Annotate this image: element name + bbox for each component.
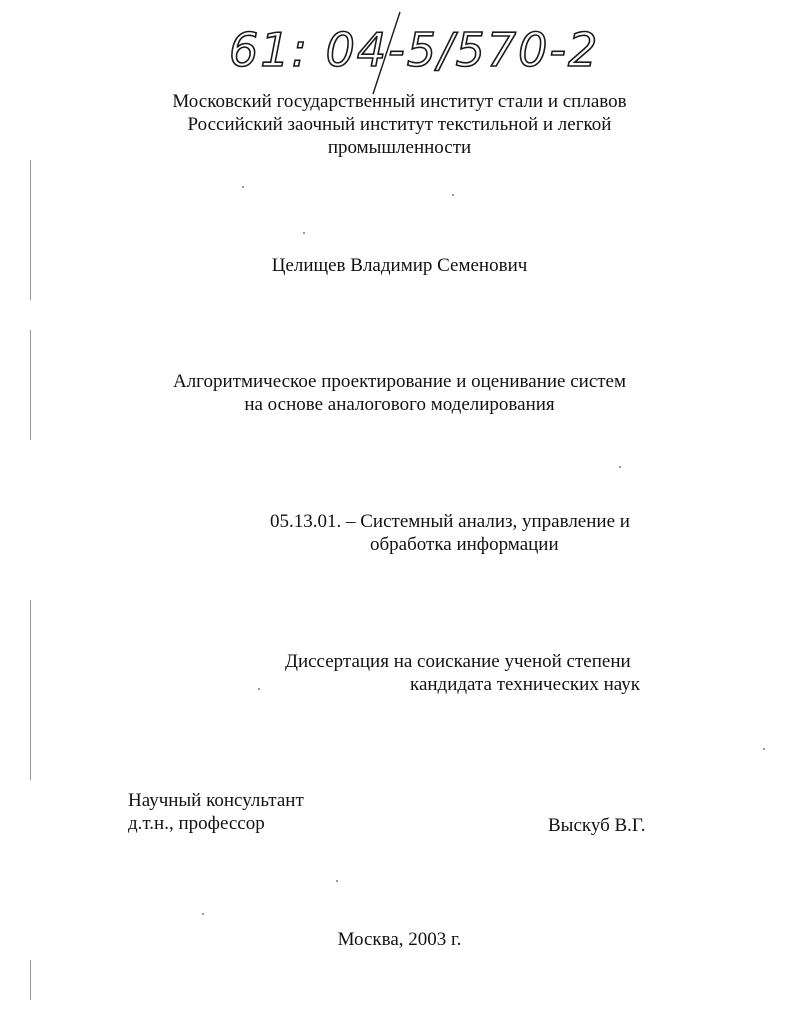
institution-line-1: Московский государственный институт стали и сплавов [172,91,627,112]
advisor-role: Научный консультант [128,790,304,811]
scan-speck [619,466,621,468]
place-year: Москва, 2003 г. [337,929,462,950]
advisor-name: Выскуб В.Г. [548,815,646,836]
scan-speck [336,880,338,882]
advisor-title: д.т.н., профессор [128,813,265,834]
scan-speck [452,194,454,196]
handwritten-number-text: 61: 04-5/570-2 [229,23,600,77]
scan-speck [763,748,765,750]
scan-edge-line [30,960,31,1000]
degree-line-2: кандидата технических наук [410,674,640,695]
author-name: Целищев Владимир Семенович [271,255,528,276]
scan-speck [303,232,305,234]
specialty-line-2: обработка информации [370,534,559,555]
scan-edge-line [30,600,31,780]
scan-speck [242,186,244,188]
scan-edge-line [30,160,31,300]
handwritten-archive-number [225,8,600,94]
institution-line-3: промышленности [327,137,472,158]
institution-line-2: Российский заочный институт текстильной и легкой [187,114,612,135]
scan-speck [258,688,260,690]
thesis-title-line-2: на основе аналогового моделирования [244,394,555,415]
specialty-line-1: 05.13.01. – Системный анализ, управление и [270,511,630,532]
scan-speck [202,913,204,915]
thesis-title-line-1: Алгоритмическое проектирование и оценивание систем [172,371,627,392]
degree-line-1: Диссертация на соискание ученой степени [285,651,631,672]
